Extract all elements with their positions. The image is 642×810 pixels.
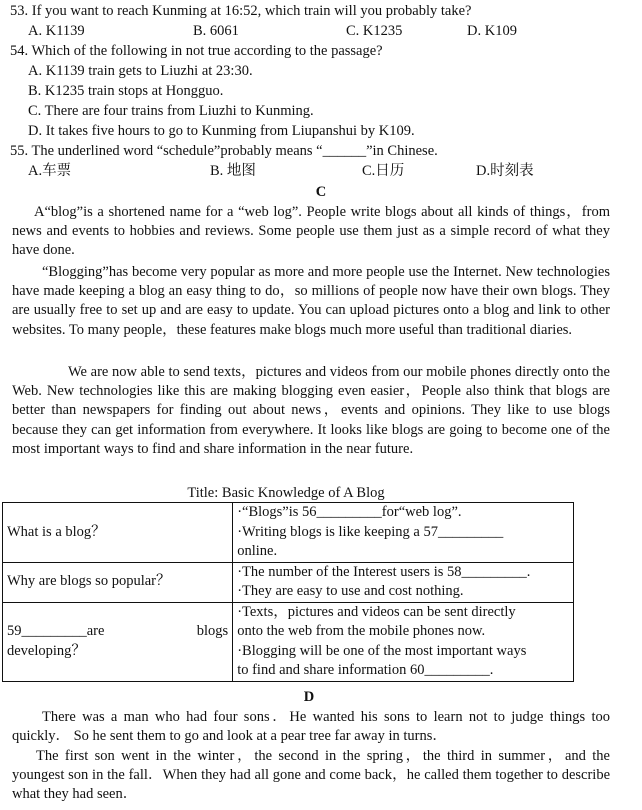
option-c: C. K1235: [346, 23, 403, 39]
section-c-heading: C: [315, 184, 327, 200]
question-54: 54. Which of the following in not true according to the passage?: [10, 43, 383, 59]
option-d: D. It takes five hours to go to Kunming from Liupanshui by K109.: [28, 123, 415, 139]
table-line: [7, 622, 228, 642]
option-d: D. K109: [467, 23, 517, 39]
option-a: A. K1139: [28, 23, 85, 39]
table-line: onto the web from the mobile phones now.: [237, 623, 486, 639]
blog-knowledge-table: [2, 502, 574, 682]
option-b: B. 6061: [193, 23, 239, 39]
question-53: 53. If you want to reach Kunming at 16:52, which train will you probably take?: [10, 3, 472, 19]
table-line: developing？: [7, 642, 86, 659]
table-cell-answer: [233, 602, 574, 681]
section-c-paragraph-1: A“blog”is a shortened name for a “web log”. People write blogs about all kinds of things，from news and events to hobbies and reviews. Some people use them just as a simple record of what they have done.: [12, 204, 610, 259]
option-b: B. K1235 train stops at Hongguo.: [28, 83, 224, 99]
table-row: [3, 562, 574, 602]
section-d-paragraph-2: The first son went in the winter，the second in the spring，the third in summer，and the youngest son in the fall．When they had all gone and come back，he called them together to describe what they had seen．: [12, 748, 610, 803]
table-line: ·The number of the Interest users is 58_________.: [237, 563, 531, 580]
table-row: [3, 503, 574, 563]
table-line: to find and share information 60_________.: [237, 662, 494, 678]
option-b: B. 地图: [210, 163, 256, 179]
question-53-options: [0, 22, 642, 40]
table-cell-answer: [233, 503, 574, 563]
table-cell-question: Why are blogs so popular？: [3, 562, 233, 602]
option-c: C.日历: [362, 163, 405, 179]
table-line: online.: [237, 543, 278, 559]
table-line: ·Texts，pictures and videos can be sent directly: [237, 603, 516, 620]
table-line: ·Blogging will be one of the most important ways: [237, 642, 527, 659]
table-cell-answer: [233, 562, 574, 602]
section-c-paragraph-2: “Blogging”has become very popular as more and more people use the Internet. New technologies have made keeping a blog an easy thing to do，so millions of people now have their own blogs. They are usually free to set up and are easy to update. You can upload pictures onto a blog and link to other websites. To many people，these features make blogs much more useful than traditional diaries.: [12, 264, 610, 338]
section-d-paragraph-1: There was a man who had four sons．He wanted his sons to learn not to judge things too quickly． So he sent them to go and look at a pear tree far away in turns．: [12, 709, 610, 745]
table-line: ·“Blogs”is 56_________for“web log”.: [237, 504, 462, 520]
table-line: ·Writing blogs is like keeping a 57_________: [237, 523, 504, 540]
option-d: D.时刻表: [476, 163, 534, 179]
table-line: ·They are easy to use and cost nothing.: [237, 583, 464, 599]
section-c-paragraph-3: We are now able to send texts，pictures and videos from our mobile phones directly onto the Web. New technologies like this are making blogging even easier，People also think that blogs are better than newspapers for finding out about news，events and opinions. They like to use blogs because they can get information from everywhere. It looks like blogs are going to become one of the most important ways to find and share information in the near future.: [12, 364, 610, 457]
table-cell-question: [3, 602, 233, 681]
option-c: C. There are four trains from Liuzhi to Kunming.: [28, 103, 314, 119]
blogs-text: blogs: [196, 623, 229, 639]
table-row: [3, 602, 574, 681]
question-55-options: [0, 162, 642, 180]
table-cell-question: What is a blog？: [3, 503, 233, 563]
question-55: 55. The underlined word “schedule”probably means “______”in Chinese.: [10, 143, 438, 159]
section-d-heading: D: [303, 689, 315, 705]
table-title: Title: Basic Knowledge of A Blog: [187, 485, 385, 501]
blank-59-text: 59_________are: [7, 623, 105, 639]
option-a: A.车票: [28, 163, 72, 179]
option-a: A. K1139 train gets to Liuzhi at 23:30.: [28, 63, 253, 79]
